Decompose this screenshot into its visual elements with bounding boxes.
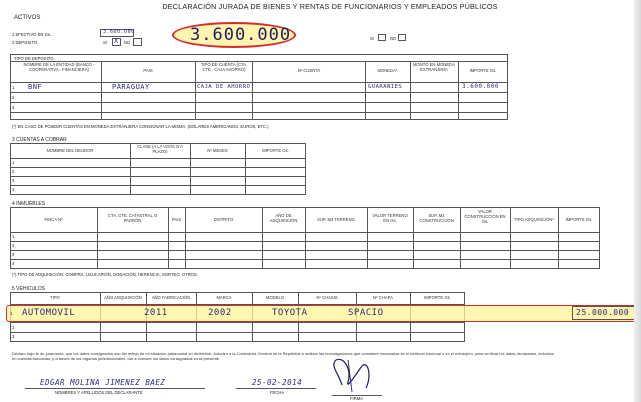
divider [236,388,316,389]
row-number: 3 [12,105,15,110]
divider [10,176,306,177]
divider [10,185,306,186]
efectivo-highlight-value: 3.600.000 [190,25,292,45]
deposito-cell-entidad: BNF [28,83,43,91]
deposito-cell-tipo-cuenta: CAJA DE AHORRO [197,84,251,90]
row-number: 2 [12,95,15,100]
divider [10,112,508,113]
deposito-table-title: TIPO DE DEPOSITO [14,56,54,61]
cuentas-header-clase: CLASE (A LA VISTA O A PLAZO) [137,144,183,154]
vehiculo-cell-marca: TOYOTA [272,308,308,318]
fecha-label: FECHA [270,390,285,395]
row-number: 2 [12,169,15,174]
vehiculo-cell-importe: 25.000.000 [576,308,630,317]
inmuebles-header-pais: PAIS [171,217,182,222]
inmuebles-header-sup-construccion: SUP. M2 CONSTRUCCIÓN [419,213,454,223]
divider [190,143,191,195]
inmuebles-footnote: (*) TIPO DE ADQUISICIÓN: COMPRA, USUCAPIÓN, DONACIÓN, HERENCIA, SORTEO, OTROS. [12,272,198,277]
cuentas-header-importe: IMPORTE Gs. [262,148,289,153]
inmuebles-header-importe: IMPORTE Gs. [565,217,593,222]
vehiculos-header-marca: MARCA [216,295,232,300]
no-label: NO [124,40,131,45]
row-number: 2 [12,325,15,330]
inmuebles-header-valor-construccion: VALOR CONSTRUCCIÓN EN Gs. [464,209,506,224]
deposito-header-pais: PAIS [143,68,153,73]
row-number: 1 [12,234,15,239]
vehiculo-cell-modelo: SPACIO [348,308,384,318]
divider [365,61,366,120]
declaracion-text: Declaro bajo fe de juramento, que los datos consignados son fiel reflejo de mi situación patrimonial en diciembre. Autorizo a la Contraloría General de la República a realizar las investigaciones que considere necesarias en el territorio nacional o en el extranjero, para verificar los datos declarados, incluidos en cuentas bancarias, y a través de los órganos jurisdiccionales, dar a conocer los datos consignados en la presente. [12,351,554,361]
efectivo-value: 3.600.000 [103,29,135,35]
si-label: SI [103,40,107,45]
row-number: 4 [12,261,15,266]
si-label-2: SI [370,36,374,41]
divider [510,207,511,269]
deposito-header-numero-cuenta: Nº CUENTA [297,68,321,73]
inmuebles-header-distrito: DISTRITO [213,217,234,222]
vehiculo-cell-anio-fabricacion: 2002 [208,308,232,318]
vehiculo-cell-anio-adquisicion: 2011 [144,308,168,318]
divider [10,158,306,159]
divider [10,322,465,323]
divider [410,61,411,120]
divider [101,61,102,120]
activos-label: ACTIVOS [14,15,41,21]
inmuebles-title: 4 INMUEBLES [12,201,46,207]
divider [413,207,414,269]
vehiculos-header-importe: IMPORTE Gs. [424,295,451,300]
no-checkbox[interactable] [133,38,142,46]
row-number: 3 [12,178,15,183]
page-edge [634,0,641,402]
divider [305,207,306,269]
vehiculos-title: 5 VEHICULOS [12,286,46,292]
si-checkbox-2[interactable] [378,34,386,41]
cuentas-header-deudor: NOMBRE DEL DEUDOR [46,148,94,153]
row-number: 4 [12,187,15,192]
cuentas-title: 3 CUENTAS A COBRAR [12,137,67,143]
deposito-footnote: (*) EN CASO DE POSEER CUENTAS EN MONEDA EXTRANJERA CONSIGNAR LA MISMA. (DÓLARES AMERICANOS, EUROS, ETC.) [12,124,269,129]
deposito-cell-pais: PARAGUAY [112,83,150,91]
no-checkbox-2[interactable] [398,34,406,41]
deposito-label: 2 DEPOSITO: [12,40,39,45]
divider [10,167,306,168]
inmuebles-header-tipo-adquisicion: TIPO ADQUISICIÓN* [513,217,555,222]
fecha-value: 25-02-2014 [252,378,303,387]
vehiculos-header-modelo: MODELO [265,295,285,300]
vehiculos-header-chasis: Nº CHASIS [316,295,338,300]
divider [25,388,205,389]
divider [10,82,508,83]
page-title: DECLARACIÓN JURADA DE BIENES Y RENTAS DE FUNCIONARIOS Y EMPLEADOS PÚBLICOS [162,2,498,11]
no-label-2: NO [390,36,397,41]
row-number: 3 [12,252,15,257]
vehiculo-cell-tipo: AUTOMOVIL [22,308,76,318]
deposito-cell-importe: 3.600.000 [462,83,500,90]
vehiculos-header-anio-fabricacion: AÑO FABRICACIÓN [151,295,191,300]
firma-label: FIRMA [350,396,364,401]
vehiculo-highlight-row [6,305,638,322]
deposito-header-entidad: NOMBRE DE LA ENTIDAD (BANCO - COOPERATIVA - FINANCIERA) [23,62,95,72]
inmuebles-header-valor-terreno: VALOR TERRENO EN Gs. [372,213,408,223]
vehiculos-header-tipo: TIPO [50,295,60,300]
deposito-header-moneda: MONEDA* [377,68,398,73]
deposito-cell-moneda: GUARANIES [368,84,403,90]
efectivo-label: 1 EFECTIVO EN Gs.: [12,32,53,37]
vehiculos-header-chapa: Nº CHAPA [373,295,393,300]
si-mark: X [114,37,119,45]
cuentas-header-meses: Nº MESES [207,148,228,153]
divider [460,207,461,269]
row-number: 1 [10,311,13,316]
divider [245,143,246,195]
divider [10,332,465,333]
vehiculos-header-anio-adquisicion: AÑO ADQUISICIÓN [104,295,142,300]
divider [10,92,508,93]
inmuebles-header-padron: CTA. CTE. CATASTRAL O PADRÓN [107,213,158,223]
nombre-value: EDGAR MOLINA JIMENEZ BAEZ [40,378,166,387]
deposito-header-monto-extranjera: MONTO EN MONEDA EXTRANJERA [412,62,456,72]
row-number: 2 [12,243,15,248]
divider [130,143,131,195]
divider [262,207,263,269]
deposito-header-tipo-cuenta: TIPO DE CUENTA (CTA. CTE., CAJA AHORRO) [200,62,248,72]
divider [10,102,508,103]
row-number: 1 [12,160,15,165]
row-number: 1 [12,85,15,90]
inmuebles-header-sup-terreno: SUP. M2 TERRENO [317,217,355,222]
deposito-header-importe: IMPORTE Gs. [469,68,497,73]
divider [367,207,368,269]
divider [252,61,253,120]
divider [185,207,186,269]
divider [458,61,459,120]
nombre-label: NOMBRES Y APELLIDOS DEL DECLARANTE [55,390,143,395]
row-number: 3 [12,334,15,339]
divider [168,207,169,269]
inmuebles-header-finca: FINCA Nº [44,217,63,222]
divider [97,207,98,269]
divider [558,207,559,269]
inmuebles-header-anio: AÑO DE ADQUISICIÓN [269,213,298,223]
divider [195,61,196,120]
